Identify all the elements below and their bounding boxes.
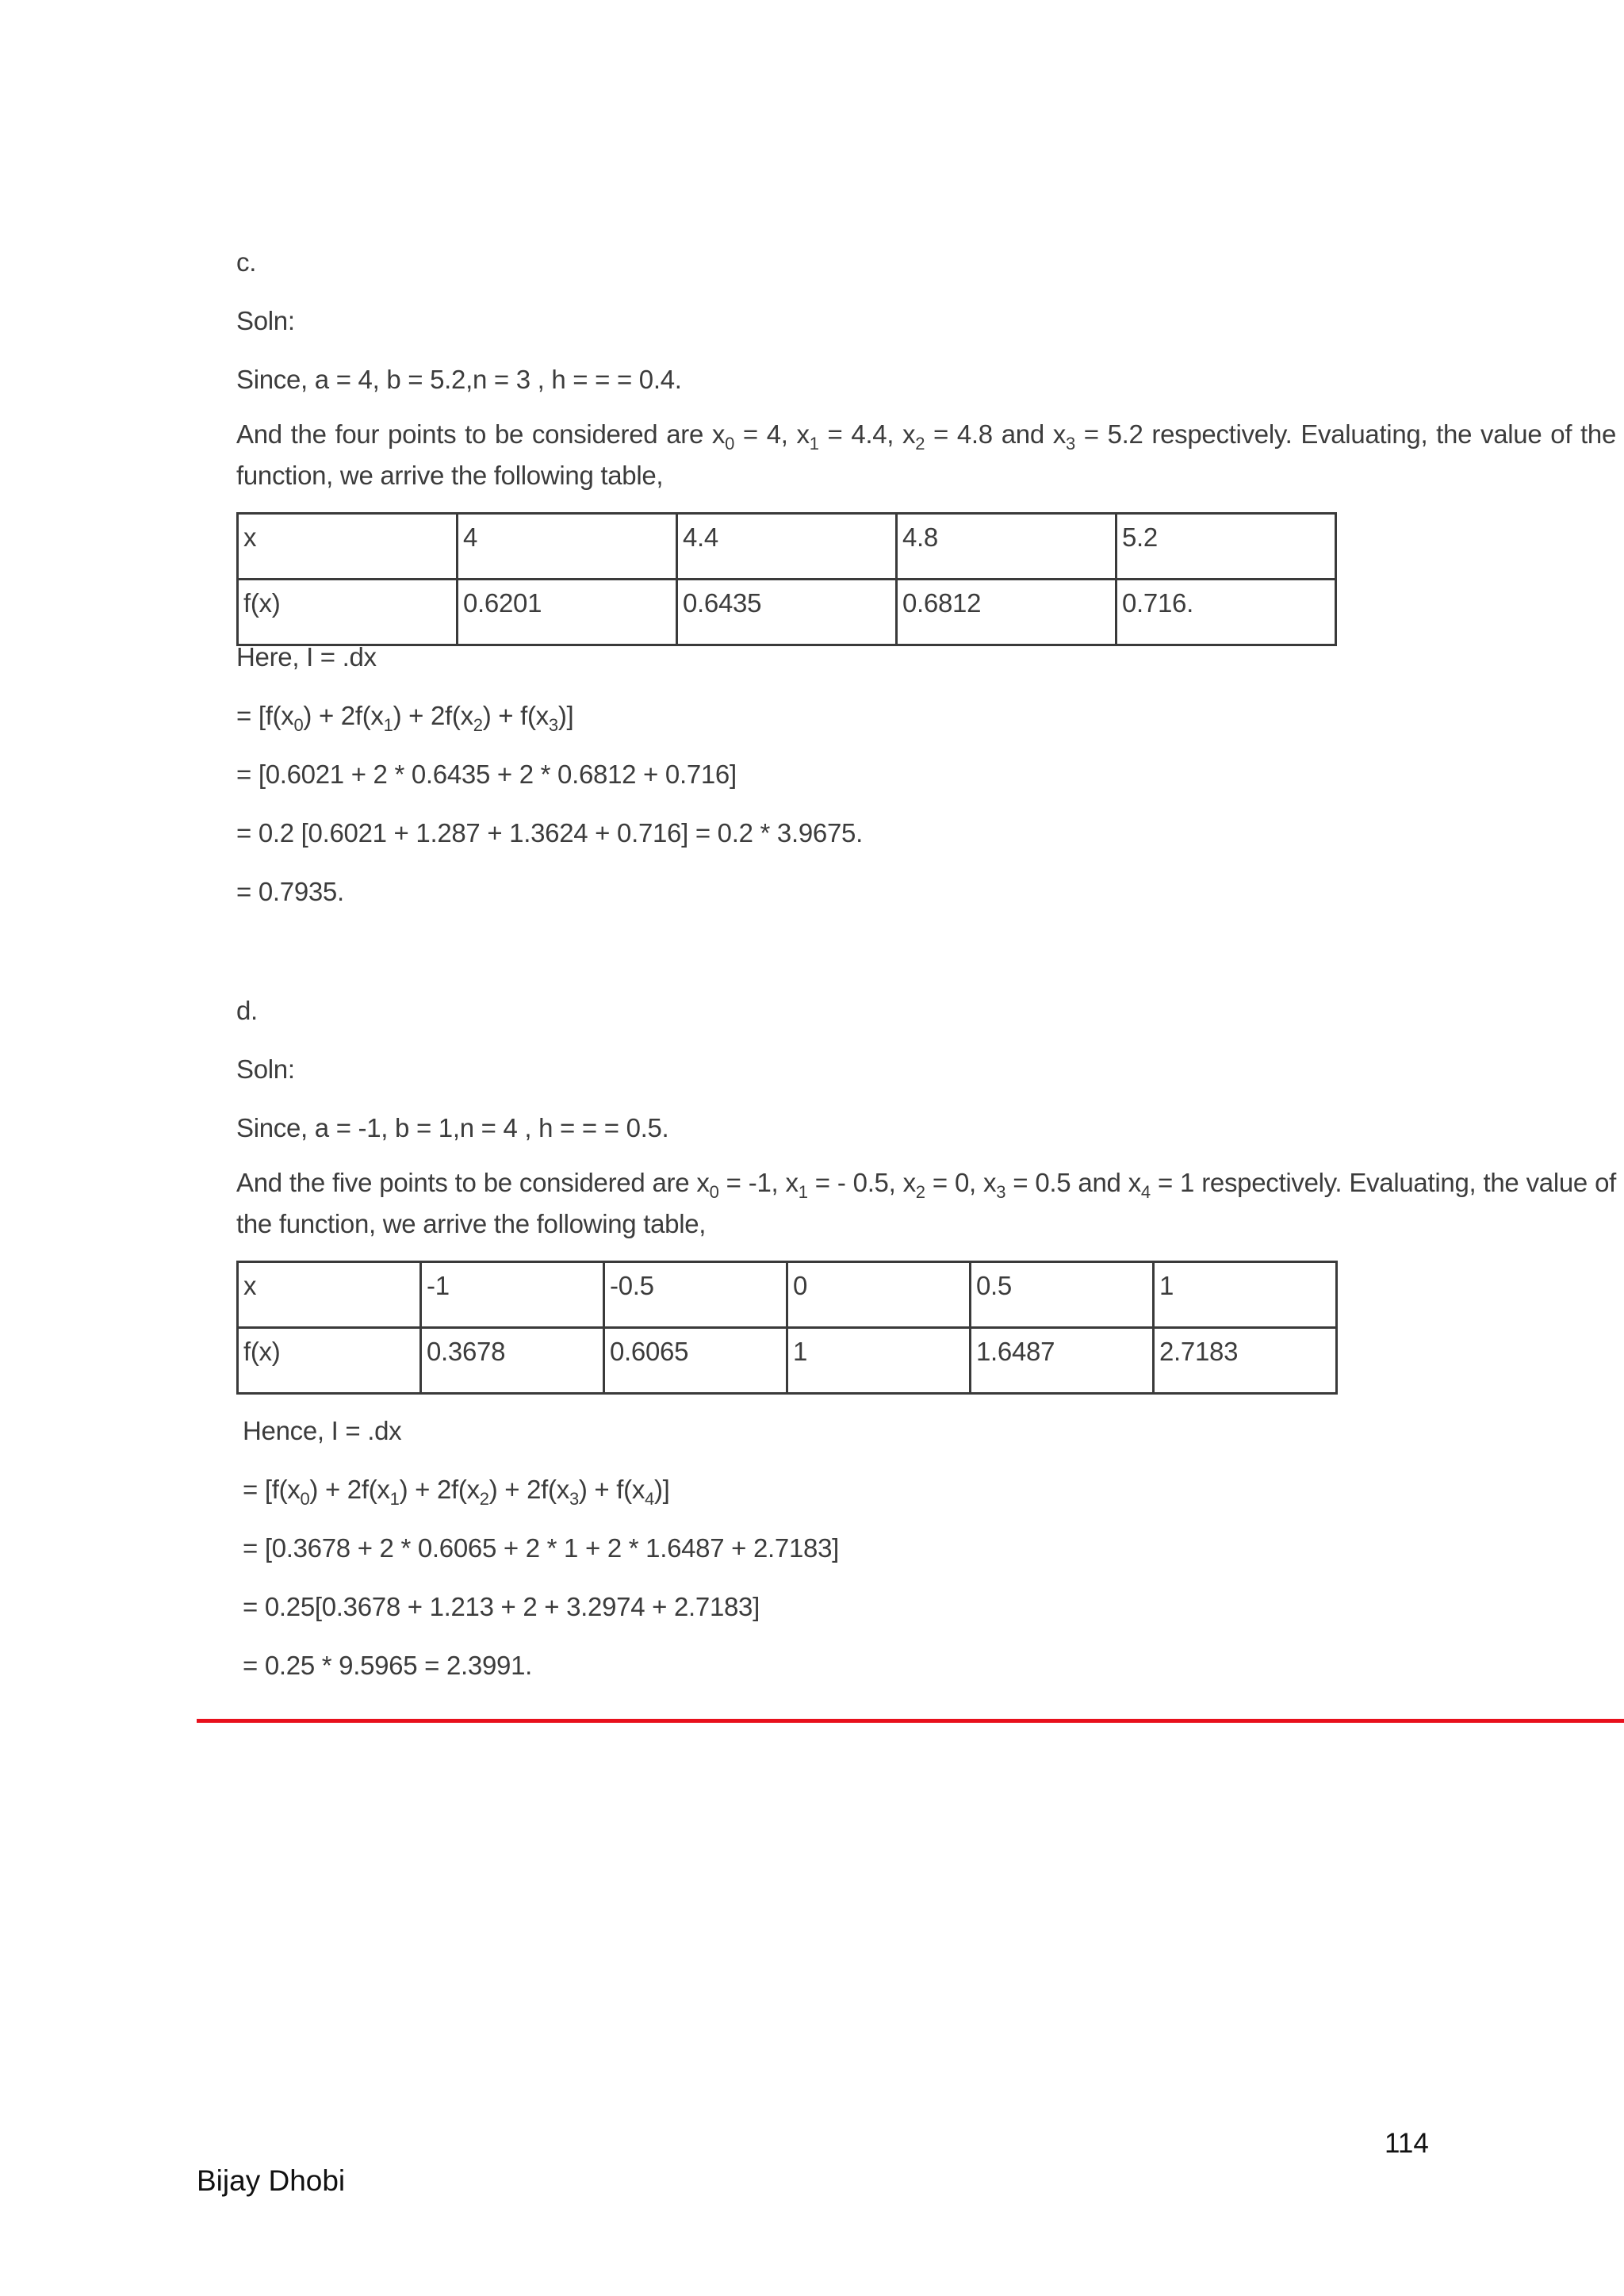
footer-author: Bijay Dhobi bbox=[197, 2164, 346, 2197]
part-c-here: Here, I = .dx bbox=[236, 642, 377, 672]
part-d-since: Since, a = -1, b = 1,n = 4 , h = = = 0.5. bbox=[236, 1113, 669, 1142]
part-d-eq2: = [0.3678 + 2 * 0.6065 + 2 * 1 + 2 * 1.6487 + 2.7183] bbox=[243, 1533, 839, 1563]
table-cell: 2.7183 bbox=[1154, 1328, 1337, 1394]
table-row bbox=[238, 1328, 1337, 1394]
part-c-eq1: = $[f(x_0) + 2f(x_1) + 2f(x_2) + f(x_3)]$ bbox=[236, 701, 574, 735]
table-cell: 1.6487 bbox=[971, 1328, 1154, 1394]
table-cell: 1 bbox=[787, 1328, 971, 1394]
part-d-eq4: = 0.25 * 9.5965 = 2.3991. bbox=[243, 1651, 532, 1680]
table-cell: -1 bbox=[421, 1262, 604, 1328]
table-cell: 4.4 bbox=[677, 514, 897, 580]
table-cell: 0.6435 bbox=[677, 580, 897, 645]
table-cell: x bbox=[238, 1262, 421, 1328]
part-c-points: And the four points to be considered are $x_0 = 4$, $x_1 = 4.4$, $x_2 = 4.8$ and $x_3 = 5.2$ respectively. Evaluating, the value of the function, we arrive the following table, bbox=[236, 419, 1617, 490]
part-d-points: And the five points to be considered are $x_0 = -1$, $x_1$ = - 0.5, $x_2 = 0$, $x_3 = 0.5$ and $x_4 = 1$ respectively. Evaluating, the value of the function, we arrive the following table, bbox=[236, 1168, 1617, 1238]
table-cell: f(x) bbox=[238, 1328, 421, 1394]
table-cell: x bbox=[238, 514, 458, 580]
table-cell: f(x) bbox=[238, 580, 458, 645]
part-c-eq2: = [0.6021 + 2 * 0.6435 + 2 * 0.6812 + 0.716] bbox=[236, 760, 737, 789]
section-divider bbox=[197, 1719, 1624, 1723]
part-c-eq4: = 0.7935. bbox=[236, 877, 344, 906]
table-row bbox=[238, 1262, 1337, 1328]
table-cell: 0.3678 bbox=[421, 1328, 604, 1394]
table-row bbox=[238, 514, 1336, 580]
table-cell: 0 bbox=[787, 1262, 971, 1328]
page-number: 114 bbox=[1385, 2128, 1429, 2159]
part-c-table bbox=[236, 512, 1337, 646]
table-cell: 0.5 bbox=[971, 1262, 1154, 1328]
part-c-since: Since, a = 4, b = 5.2,n = 3 , h = = = 0.4. bbox=[236, 365, 682, 394]
part-d-eq1: = $[f(x_0) + 2f(x_1) + 2f(x_2) + 2f(x_3) + f(x_4)]$ bbox=[243, 1475, 670, 1509]
table-cell: 0.6201 bbox=[458, 580, 677, 645]
table-cell: 5.2 bbox=[1116, 514, 1336, 580]
part-c-eq3: = 0.2 [0.6021 + 1.287 + 1.3624 + 0.716] = 0.2 * 3.9675. bbox=[236, 818, 863, 848]
part-c-label: c. bbox=[236, 247, 257, 277]
part-d-soln: Soln: bbox=[236, 1054, 295, 1084]
table-cell: 4 bbox=[458, 514, 677, 580]
part-c-soln: Soln: bbox=[236, 306, 295, 335]
part-d-table bbox=[236, 1261, 1338, 1395]
table-cell: 0.6812 bbox=[897, 580, 1116, 645]
table-cell: 0.716. bbox=[1116, 580, 1336, 645]
part-d-eq3: = 0.25[0.3678 + 1.213 + 2 + 3.2974 + 2.7183] bbox=[243, 1592, 760, 1621]
part-d-hence: Hence, I = .dx bbox=[243, 1416, 402, 1445]
table-row bbox=[238, 580, 1336, 645]
part-d-label: d. bbox=[236, 996, 258, 1025]
table-cell: 1 bbox=[1154, 1262, 1337, 1328]
table-cell: -0.5 bbox=[604, 1262, 787, 1328]
table-cell: 4.8 bbox=[897, 514, 1116, 580]
table-cell: 0.6065 bbox=[604, 1328, 787, 1394]
